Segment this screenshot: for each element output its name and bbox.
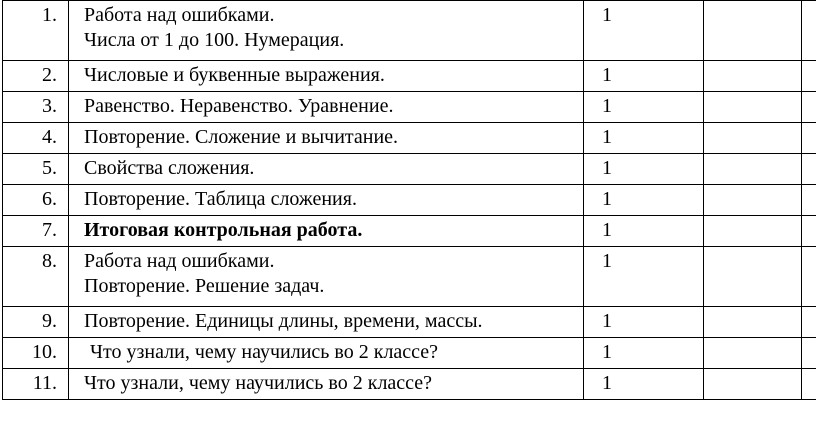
empty-cell-date-fact — [802, 338, 816, 369]
lesson-number: 10. — [3, 338, 69, 369]
empty-cell-date-fact — [802, 123, 816, 154]
lesson-topic-line: Повторение. Сложение и вычитание. — [84, 126, 399, 148]
table-row — [3, 216, 816, 247]
table-row — [3, 1, 816, 61]
lesson-number: 9. — [3, 307, 69, 338]
empty-cell-date-plan — [704, 247, 802, 307]
lesson-topic-line: Равенство. Неравенство. Уравнение. — [84, 95, 394, 117]
lesson-topic-line: Работа над ошибками. — [84, 250, 275, 272]
lesson-plan-table — [2, 0, 816, 400]
lesson-topic-line-bold: Итоговая контрольная работа. — [84, 219, 363, 241]
empty-cell-date-plan — [704, 307, 802, 338]
lesson-number: 7. — [3, 216, 69, 247]
lesson-number: 3. — [3, 92, 69, 123]
lesson-topic-line: Что узнали, чему научились во 2 классе? — [90, 341, 439, 363]
table-row — [3, 123, 816, 154]
empty-cell-date-plan — [704, 338, 802, 369]
empty-cell-date-plan — [704, 1, 802, 61]
lesson-topic-line: Повторение. Единицы длины, времени, массы. — [84, 310, 483, 332]
lesson-topic-line: Повторение. Решение задач. — [84, 275, 325, 297]
empty-cell-date-plan — [704, 92, 802, 123]
empty-cell-date-plan — [704, 154, 802, 185]
lesson-topic — [69, 338, 584, 369]
lesson-hours: 1 — [584, 92, 704, 123]
table-row — [3, 92, 816, 123]
lesson-hours: 1 — [584, 185, 704, 216]
empty-cell-date-fact — [802, 1, 816, 61]
lesson-number: 5. — [3, 154, 69, 185]
lesson-topic-line: Свойства сложения. — [84, 157, 255, 179]
lesson-hours: 1 — [584, 216, 704, 247]
empty-cell-date-fact — [802, 185, 816, 216]
lesson-hours: 1 — [584, 123, 704, 154]
lesson-number: 11. — [3, 369, 69, 400]
empty-cell-date-plan — [704, 185, 802, 216]
table-row — [3, 61, 816, 92]
lesson-hours: 1 — [584, 1, 704, 61]
lesson-topic — [69, 307, 584, 338]
lesson-hours: 1 — [584, 369, 704, 400]
lesson-topic — [69, 1, 584, 61]
lesson-number: 4. — [3, 123, 69, 154]
table-row — [3, 154, 816, 185]
lesson-topic-line: Повторение. Таблица сложения. — [84, 188, 357, 210]
empty-cell-date-fact — [802, 154, 816, 185]
table-row — [3, 369, 816, 400]
lesson-hours: 1 — [584, 338, 704, 369]
lesson-hours: 1 — [584, 61, 704, 92]
empty-cell-date-plan — [704, 123, 802, 154]
lesson-topic-line: Что узнали, чему научились во 2 классе? — [84, 372, 433, 394]
lesson-topic — [69, 185, 584, 216]
lesson-topic — [69, 154, 584, 185]
lesson-topic — [69, 247, 584, 307]
lesson-number: 6. — [3, 185, 69, 216]
empty-cell-date-fact — [802, 92, 816, 123]
empty-cell-date-plan — [704, 61, 802, 92]
lesson-topic — [69, 61, 584, 92]
lesson-hours: 1 — [584, 247, 704, 307]
empty-cell-date-fact — [802, 247, 816, 307]
lesson-topic-line: Числа от 1 до 100. Нумерация. — [84, 29, 345, 51]
lesson-topic-line: Числовые и буквенные выражения. — [84, 64, 385, 86]
table-row — [3, 307, 816, 338]
lesson-topic-line: Работа над ошибками. — [84, 4, 275, 26]
empty-cell-date-fact — [802, 216, 816, 247]
empty-cell-date-fact — [802, 61, 816, 92]
lesson-topic — [69, 369, 584, 400]
lesson-hours: 1 — [584, 154, 704, 185]
empty-cell-date-fact — [802, 307, 816, 338]
lesson-hours: 1 — [584, 307, 704, 338]
lesson-number: 8. — [3, 247, 69, 307]
lesson-number: 1. — [3, 1, 69, 61]
lesson-number: 2. — [3, 61, 69, 92]
lesson-topic — [69, 92, 584, 123]
table-row — [3, 338, 816, 369]
empty-cell-date-plan — [704, 369, 802, 400]
table-row — [3, 247, 816, 307]
lesson-topic — [69, 123, 584, 154]
lesson-topic — [69, 216, 584, 247]
table-row — [3, 185, 816, 216]
empty-cell-date-plan — [704, 216, 802, 247]
lesson-table-body — [3, 1, 816, 400]
empty-cell-date-fact — [802, 369, 816, 400]
